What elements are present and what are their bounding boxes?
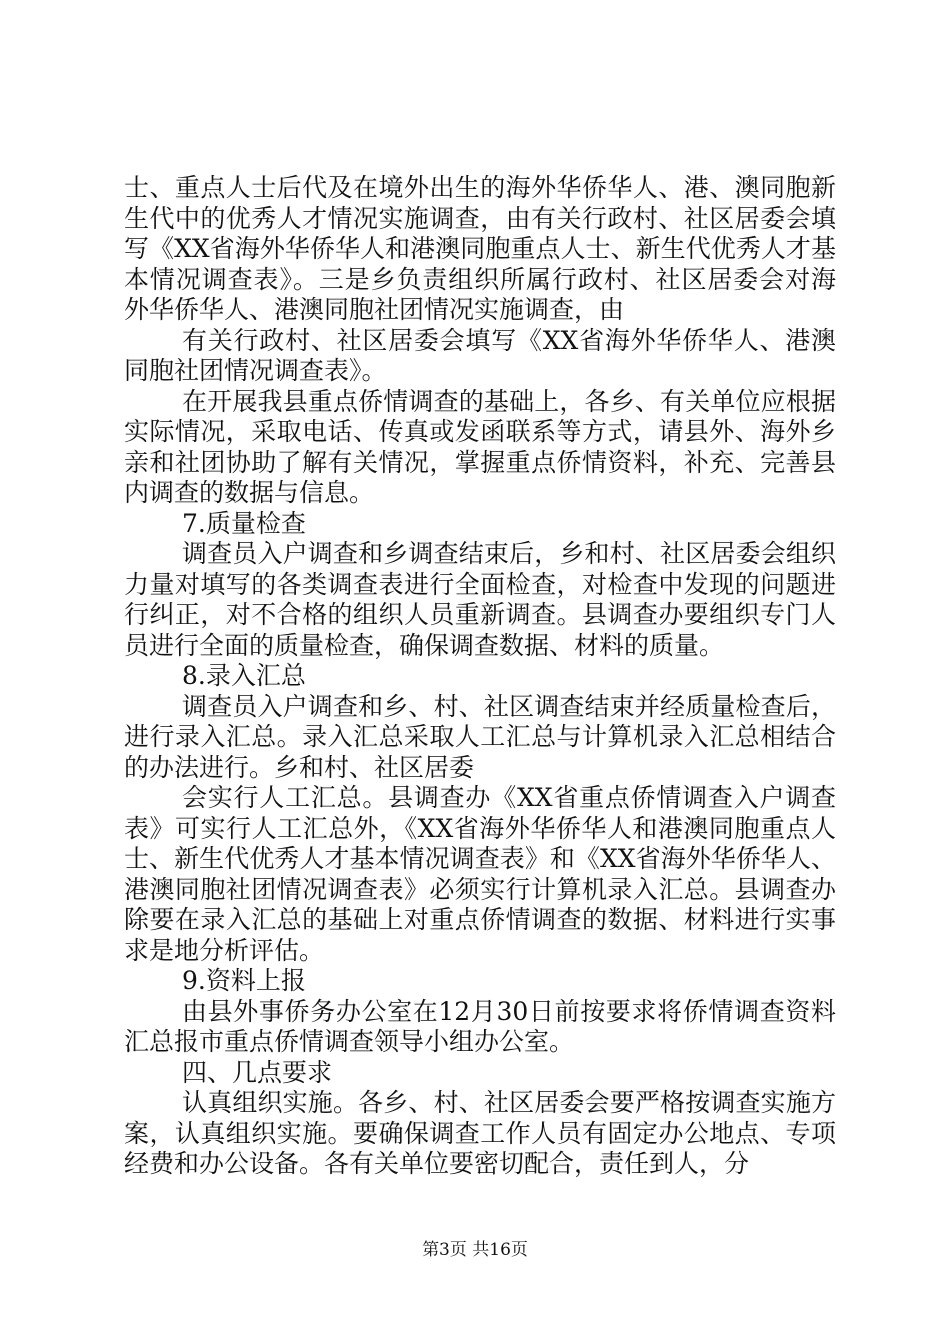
section-heading: 四、几点要求 [182,1057,333,1087]
paragraph: 在开展我县重点侨情调查的基础上，各乡、有关单位应根据实际情况，采取电话、传真或发函联系等方式，请县外、海外乡亲和社团协助了解有关情况，掌握重点侨情资料，补充、完善县内调查的数据与信息。 [124,386,836,507]
paragraph: 士、重点人士后代及在境外出生的海外华侨华人、港、澳同胞新生代中的优秀人才情况实施调查，由有关行政村、社区居委会填写《XX省海外华侨华人和港澳同胞重点人士、新生代优秀人才基本情况调查表》。三是乡负责组织所属行政村、社区居委会对海外华侨华人、港澳同胞社团情况实施调查，由 [124,173,836,324]
paragraph: 调查员入户调查和乡调查结束后，乡和村、社区居委会组织力量对填写的各类调查表进行全面检查，对检查中发现的问题进行纠正，对不合格的组织人员重新调查。县调查办要组织专门人员进行全面的质量检查，确保调查数据、材料的质量。 [124,539,836,660]
section-heading: 7.质量检查 [182,508,306,538]
paragraph: 会实行人工汇总。县调查办《XX省重点侨情调查入户调查表》可实行人工汇总外，《XX省海外华侨华人和港澳同胞重点人士、新生代优秀人才基本情况调查表》和《XX省海外华侨华人、港澳同胞社团情况调查表》必须实行计算机录入汇总。县调查办除要在录入汇总的基础上对重点侨情调查的数据、材料进行实事求是地分析评估。 [124,783,836,965]
page-footer: 第3页 共16页 [422,1240,528,1260]
document-body [124,173,836,1180]
paragraph: 认真组织实施。各乡、村、社区居委会要严格按调查实施方案，认真组织实施。要确保调查工作人员有固定办公地点、专项经费和办公设备。各有关单位要密切配合，责任到人，分 [124,1088,836,1178]
paragraph: 由县外事侨务办公室在12月30日前按要求将侨情调查资料汇总报市重点侨情调查领导小组办公室。 [124,996,836,1056]
section-heading: 8.录入汇总 [182,661,306,690]
section-heading: 9.资料上报 [182,966,306,995]
paragraph: 有关行政村、社区居委会填写《XX省海外华侨华人、港澳同胞社团情况调查表》。 [124,325,836,385]
paragraph: 调查员入户调查和乡、村、社区调查结束并经质量检查后，进行录入汇总。录入汇总采取人工汇总与计算机录入汇总相结合的办法进行。乡和村、社区居委 [124,691,836,782]
